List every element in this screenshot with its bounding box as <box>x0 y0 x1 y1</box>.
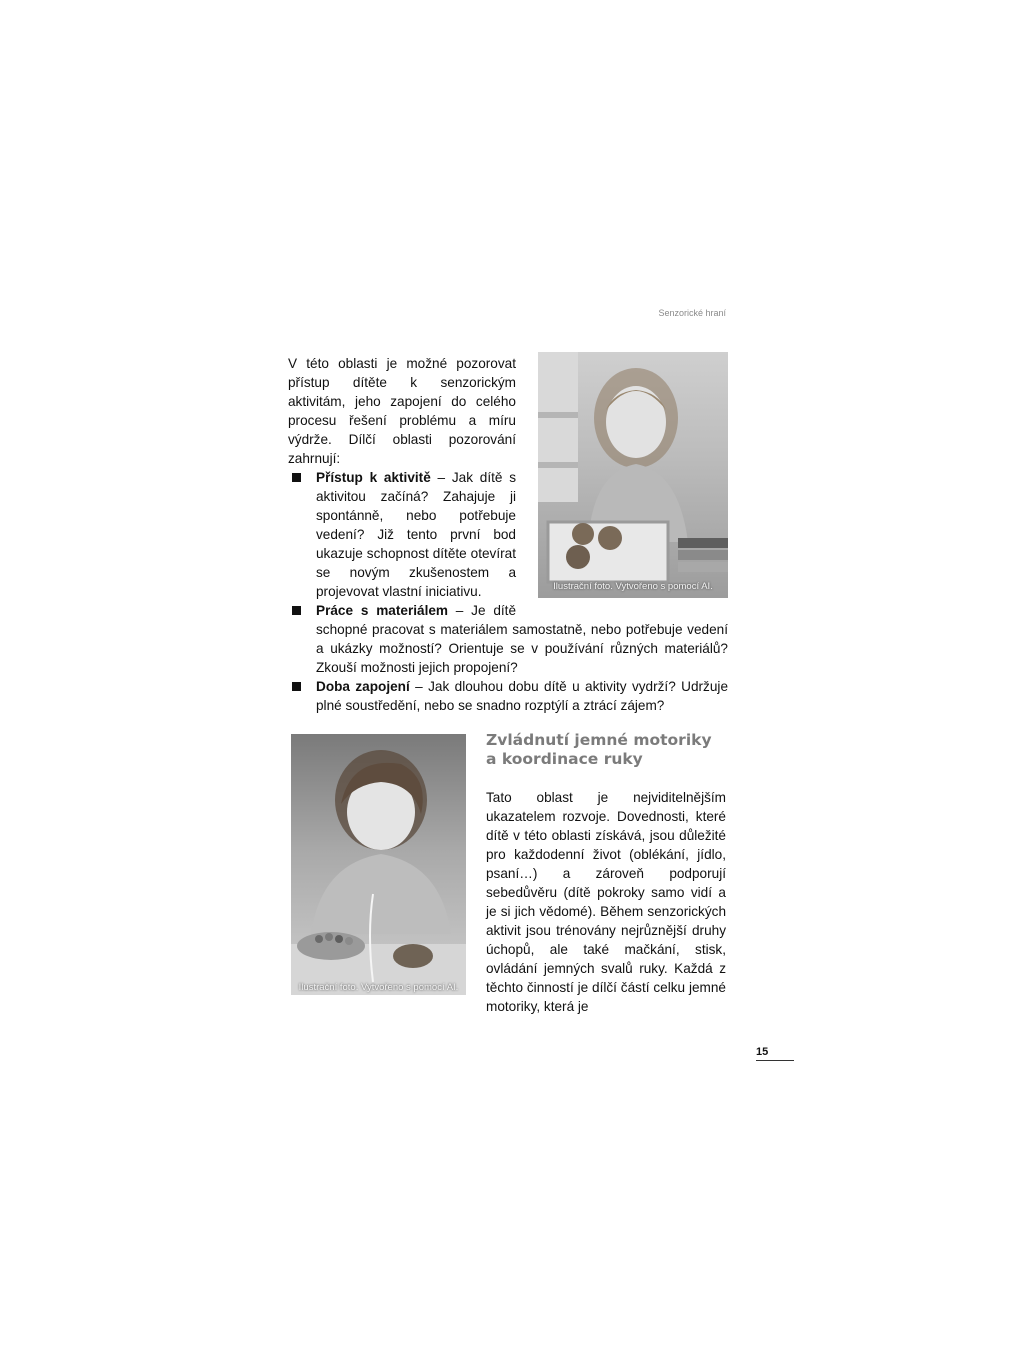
list-item <box>288 601 728 677</box>
running-head: Senzorické hraní <box>658 308 726 318</box>
section-heading <box>486 731 726 769</box>
section-observation <box>288 354 728 715</box>
observation-list <box>288 468 728 715</box>
section-heading-line2: a koordinace ruky <box>486 750 643 768</box>
page-number: 15 <box>756 1046 769 1058</box>
list-item-term: Práce s materiálem <box>316 603 448 618</box>
list-item-term: Doba zapojení <box>316 679 410 694</box>
boy-illustration <box>291 734 466 995</box>
list-item-term: Přístup k aktivitě <box>316 470 431 485</box>
list-item <box>288 677 728 715</box>
intro-paragraph: V této oblasti je možné pozorovat přístup dítěte k senzorickým aktivitám, jeho zapojení do celého procesu řešení problému a míru výdrže. Dílčí oblasti pozorování zahrnují: <box>288 356 516 466</box>
section-heading-line1: Zvládnutí jemné motoriky <box>486 731 712 749</box>
page-number-rule <box>756 1060 794 1061</box>
photo-caption: Ilustrační foto. Vytvořeno s pomocí AI. <box>298 982 459 993</box>
section-body: Tato oblast je nejviditelnějším ukazatelem rozvoje. Dovednosti, které dítě v této oblasti získává, jsou důležité pro každodenní život (oblékání, jídlo, psaní…) a zároveň podporují sebedůvěru (dítě pokroky samo vidí a je si jich vědomé). Během senzorických aktivit jsou trénovány nejrůznější druhy úchopů, ale také mačkání, stisk, ovládání jemných svalů ruky. Každá z těchto činností je dílčí částí celku jemné motoriky, která je <box>486 790 726 1014</box>
list-item-text: – Jak dítě s aktivitou začíná? Zahajuje ji spontánně, nebo potřebuje vedení? Již tento první bod ukazuje schopnost dítěte otevírat se novým zkušenostem a projevovat vlastní iniciativu. <box>316 470 516 599</box>
list-item <box>288 468 728 601</box>
photo-caption: Ilustrační foto. Vytvořeno s pomocí AI. <box>553 581 713 592</box>
photo-boy-threading-beads <box>291 734 466 995</box>
list-item-text: – Je dítě schopné pracovat s materiálem samostatně, nebo potřebuje vedení a ukázky možností? Orientuje se v používání různých materiálů? Zkouší možnosti jejich propojení? <box>316 603 728 675</box>
list-item-text: – Jak dlouhou dobu dítě u aktivity vydrží? Udržuje plné soustředění, nebo se snadno rozptýlí a ztrácí zájem? <box>316 679 728 713</box>
